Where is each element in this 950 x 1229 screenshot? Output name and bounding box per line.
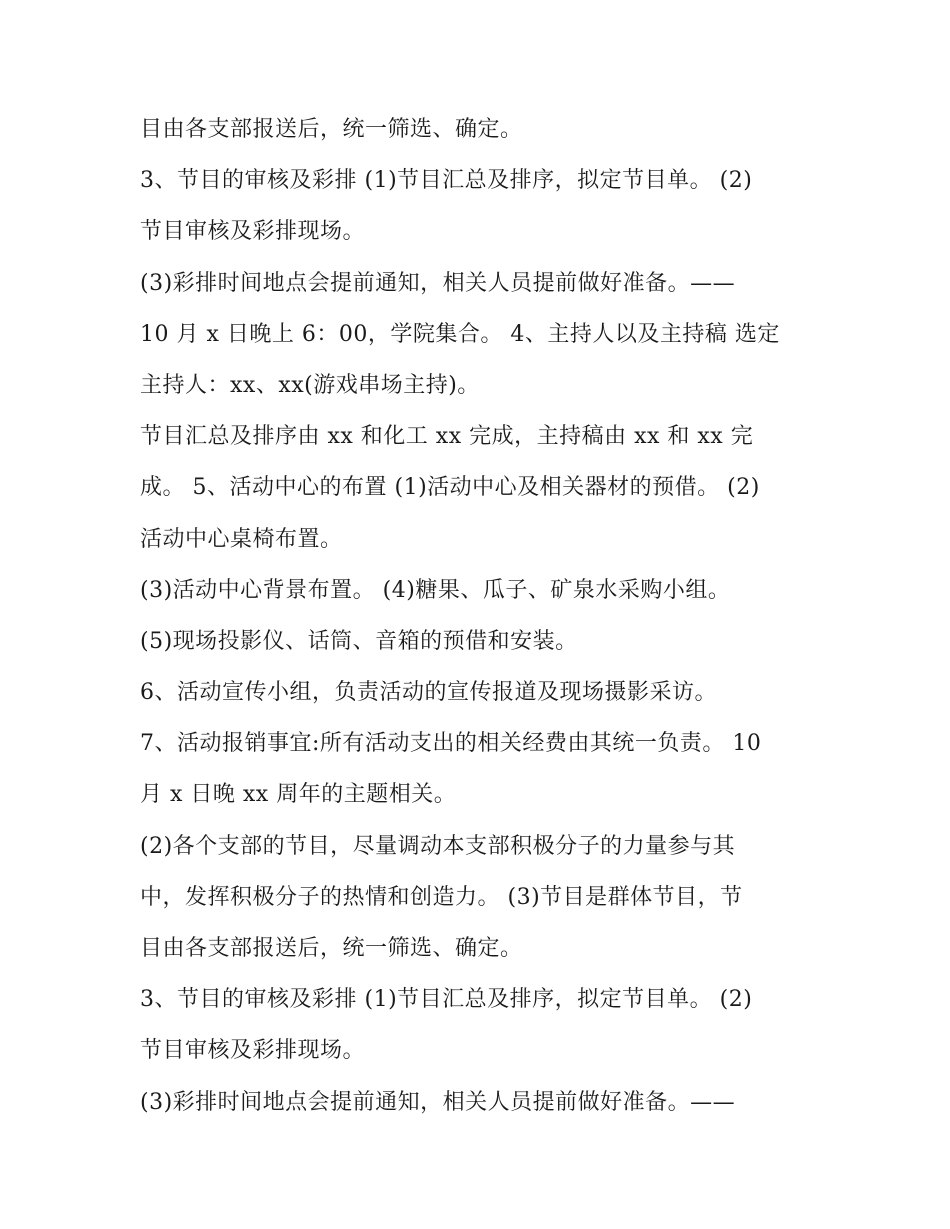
text-line: 节目审核及彩排现场。 <box>140 219 366 245</box>
text-line: 10 月 x 日晚上 6：00，学院集合。 4、主持人以及主持稿 选定 <box>140 321 780 347</box>
text-line: (3)彩排时间地点会提前通知，相关人员提前做好准备。—— <box>140 270 736 296</box>
text-line: 节目审核及彩排现场。 <box>140 1038 366 1064</box>
body-text <box>140 104 820 1128</box>
text-line: 目由各支部报送后，统一筛选、确定。 <box>140 936 523 961</box>
text-line: 月 x 日晚 xx 周年的主题相关。 <box>140 782 457 808</box>
text-line: 6、活动宣传小组，负责活动的宣传报道及现场摄影采访。 <box>140 680 717 706</box>
text-line: 3、节目的审核及彩排 (1)节目汇总及排序，拟定节目单。 (2) <box>140 168 753 194</box>
text-line: 3、节目的审核及彩排 (1)节目汇总及排序，拟定节目单。 (2) <box>140 987 753 1013</box>
text-line: 节目汇总及排序由 xx 和化工 xx 完成，主持稿由 xx 和 xx 完 <box>140 424 754 450</box>
text-line: 主持人：xx、xx(游戏串场主持)。 <box>140 372 480 398</box>
text-line: 目由各支部报送后，统一筛选、确定。 <box>140 117 523 142</box>
text-line: 中，发挥积极分子的热情和创造力。 (3)节目是群体节目，节 <box>140 884 743 910</box>
text-line: (2)各个支部的节目，尽量调动本支部积极分子的力量参与其 <box>140 833 736 859</box>
text-line: 7、活动报销事宜:所有活动支出的相关经费由其统一负责。 10 <box>140 731 762 757</box>
text-line: 成。 5、活动中心的布置 (1)活动中心及相关器材的预借。 (2) <box>140 475 760 501</box>
text-line: (3)彩排时间地点会提前通知，相关人员提前做好准备。—— <box>140 1089 736 1115</box>
text-line: (5)现场投影仪、话筒、音箱的预借和安装。 <box>140 628 578 654</box>
text-line: (3)活动中心背景布置。 (4)糖果、瓜子、矿泉水采购小组。 <box>140 577 731 603</box>
text-line: 活动中心桌椅布置。 <box>140 526 343 552</box>
